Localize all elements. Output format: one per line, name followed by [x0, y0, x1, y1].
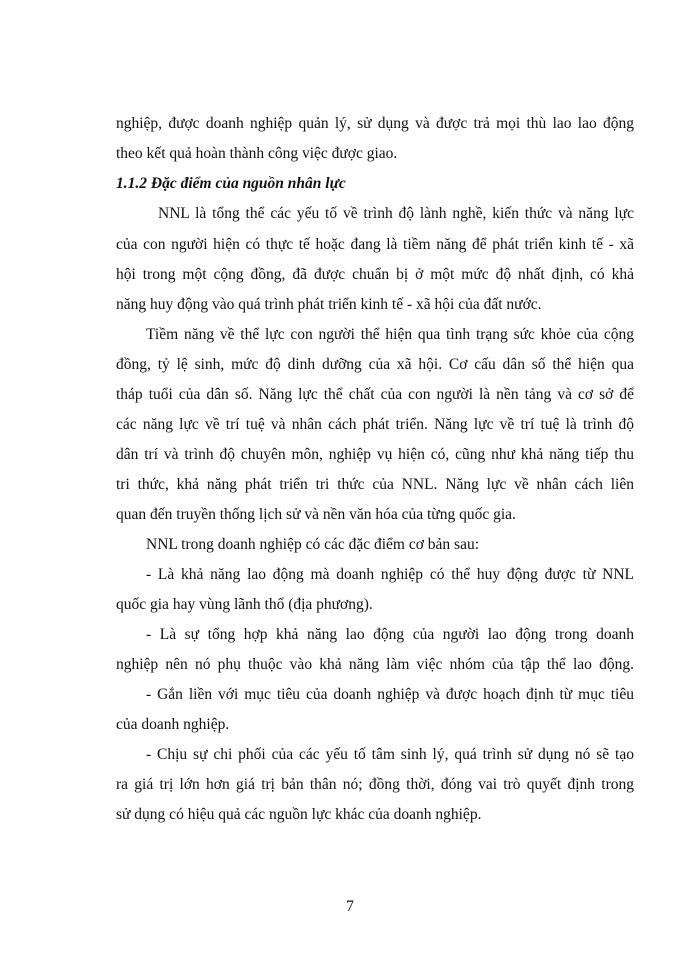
- text-line: quốc gia hay vùng lãnh thổ (địa phương).: [116, 596, 373, 613]
- text-line: ra giá trị lớn hơn giá trị bản thân nó; đồng thời, đóng vai trò quyết định trong: [116, 776, 634, 793]
- text-line: hội trong một cộng đồng, đã được chuẩn bị ở một mức độ nhất định, có khả: [116, 266, 634, 283]
- text-line: dân trí và trình độ chuyên môn, nghiệp vụ hiện có, cũng như khả năng tiếp thu: [116, 446, 634, 463]
- text-line: nghiệp nên nó phụ thuộc vào khả năng làm việc nhóm của tập thể lao động.: [116, 656, 634, 673]
- text-line: - Là khả năng lao động mà doanh nghiệp có thể huy động được từ NNL: [146, 566, 634, 583]
- text-line: tri thức, khả năng phát triển tri thức của NNL. Năng lực về nhân cách liên: [116, 476, 634, 493]
- text-line: sử dụng có hiệu quả các nguồn lực khác của doanh nghiệp.: [116, 806, 482, 823]
- text-line: của con người hiện có thực tế hoặc đang là tiềm năng để phát triển kinh tế - xã: [116, 236, 634, 253]
- text-line: Tiềm năng về thể lực con người thể hiện qua tình trạng sức khỏe của cộng: [146, 326, 634, 343]
- section-heading: 1.1.2 Đặc điểm của nguồn nhân lực: [116, 175, 346, 192]
- text-line: - Là sự tổng hợp khả năng lao động của người lao động trong doanh: [146, 626, 634, 643]
- text-line: các năng lực về trí tuệ và nhân cách phát triển. Năng lực về trí tuệ là trình độ: [116, 416, 634, 433]
- text-line: tháp tuổi của dân số. Năng lực thể chất của con người là nền tảng và cơ sở để: [116, 386, 634, 403]
- text-line: năng huy động vào quá trình phát triển kinh tế - xã hội của đất nước.: [116, 296, 542, 313]
- text-line: quan đến truyền thống lịch sử và nền văn hóa của từng quốc gia.: [116, 506, 516, 523]
- text-line: - Gắn liền với mục tiêu của doanh nghiệp và được hoạch định từ mục tiêu: [146, 686, 634, 703]
- text-line: đồng, tỷ lệ sinh, mức độ dinh dưỡng của xã hội. Cơ cấu dân số thể hiện qua: [116, 356, 634, 373]
- text-line: NNL là tổng thể các yếu tố về trình độ lành nghề, kiến thức và năng lực: [158, 205, 634, 222]
- text-line: nghiệp, được doanh nghiệp quản lý, sử dụng và được trả mọi thù lao lao động: [116, 115, 634, 132]
- page-number: 7: [346, 898, 354, 915]
- text-line: - Chịu sự chi phối của các yếu tố tâm sinh lý, quá trình sử dụng nó sẽ tạo: [146, 746, 634, 763]
- text-line: NNL trong doanh nghiệp có các đặc điểm cơ bản sau:: [146, 536, 480, 553]
- text-line: theo kết quả hoàn thành công việc được giao.: [116, 145, 398, 162]
- text-line: của doanh nghiệp.: [116, 716, 230, 733]
